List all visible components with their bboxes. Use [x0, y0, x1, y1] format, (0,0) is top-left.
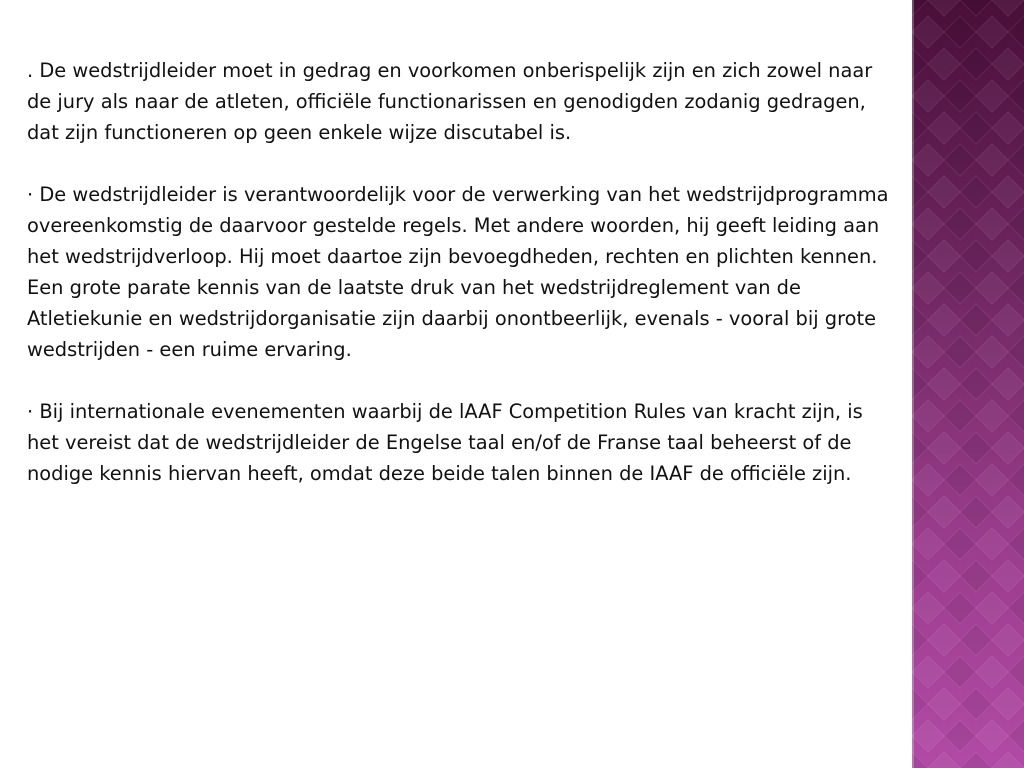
band-diamond	[1008, 656, 1024, 688]
band-diamond	[912, 688, 928, 720]
band-diamond	[944, 464, 976, 496]
band-diamond	[944, 720, 976, 752]
band-diamond	[944, 272, 976, 304]
band-diamond	[912, 48, 928, 80]
band-diamond	[912, 592, 944, 624]
band-diamond	[928, 688, 960, 720]
band-diamond	[912, 272, 944, 304]
band-diamond	[976, 336, 1008, 368]
band-diamond	[1008, 464, 1024, 496]
band-diamond	[928, 432, 960, 464]
band-diamond	[912, 400, 944, 432]
band-diamond	[1008, 720, 1024, 752]
decorative-side-band	[912, 0, 1024, 768]
band-diamond	[992, 176, 1024, 208]
band-diamond	[928, 0, 960, 16]
band-diamond	[992, 240, 1024, 272]
band-diamond	[912, 336, 944, 368]
band-diamond	[960, 112, 992, 144]
band-diamond	[928, 624, 960, 656]
band-diamond	[1008, 272, 1024, 304]
band-diamond	[960, 176, 992, 208]
band-diamond	[912, 624, 928, 656]
band-diamond	[912, 208, 944, 240]
band-diamond	[912, 752, 928, 768]
band-diamond	[992, 0, 1024, 16]
band-diamond	[960, 496, 992, 528]
band-diamond	[912, 80, 944, 112]
band-diamond	[976, 464, 1008, 496]
band-diamond	[912, 560, 928, 592]
band-diamond	[928, 560, 960, 592]
band-diamond	[912, 0, 928, 16]
band-diamond	[992, 624, 1024, 656]
band-diamond	[992, 688, 1024, 720]
band-diamond	[976, 592, 1008, 624]
band-diamond	[976, 400, 1008, 432]
band-diamond	[960, 48, 992, 80]
band-diamond	[944, 336, 976, 368]
band-diamond	[960, 688, 992, 720]
band-diamond	[928, 752, 960, 768]
diamond-pattern	[912, 0, 1024, 768]
band-diamond	[928, 112, 960, 144]
band-diamond	[976, 144, 1008, 176]
band-diamond	[976, 528, 1008, 560]
band-diamond	[1008, 592, 1024, 624]
band-diamond	[928, 240, 960, 272]
band-diamond	[912, 304, 928, 336]
paragraph-1: . De wedstrijdleider moet in gedrag en voorkomen onberispelijk zijn en zich zowel naar de jury als naar de atleten, officiële functionarissen en genodigden zodanig gedragen, dat zijn functioneren op geen enkele wijze discutabel is.	[27, 59, 873, 144]
band-diamond	[960, 432, 992, 464]
band-diamond	[992, 48, 1024, 80]
band-diamond	[944, 208, 976, 240]
band-diamond	[1008, 528, 1024, 560]
band-diamond	[992, 752, 1024, 768]
band-diamond	[976, 208, 1008, 240]
band-diamond	[992, 112, 1024, 144]
band-diamond	[912, 368, 928, 400]
band-diamond	[912, 656, 944, 688]
band-diamond	[1008, 144, 1024, 176]
band-diamond	[912, 112, 928, 144]
band-diamond	[912, 720, 944, 752]
band-diamond	[912, 496, 928, 528]
band-diamond	[960, 752, 992, 768]
band-diamond	[960, 0, 992, 16]
band-diamond	[976, 720, 1008, 752]
band-diamond	[976, 272, 1008, 304]
band-diamond	[976, 16, 1008, 48]
band-diamond	[992, 368, 1024, 400]
band-diamond	[960, 624, 992, 656]
band-diamond	[928, 368, 960, 400]
band-diamond	[944, 144, 976, 176]
band-diamond	[976, 80, 1008, 112]
band-diamond	[992, 304, 1024, 336]
band-diamond	[976, 656, 1008, 688]
band-diamond	[1008, 400, 1024, 432]
band-diamond	[912, 176, 928, 208]
slide-body-text	[27, 55, 895, 520]
band-diamond	[912, 16, 944, 48]
band-diamond	[912, 432, 928, 464]
band-diamond	[992, 432, 1024, 464]
band-diamond	[960, 240, 992, 272]
band-diamond	[944, 80, 976, 112]
band-diamond	[992, 496, 1024, 528]
band-diamond	[960, 304, 992, 336]
band-diamond	[1008, 16, 1024, 48]
paragraph-2: · De wedstrijdleider is verantwoordelijk voor de verwerking van het wedstrijdprogramma overeenkomstig de daarvoor gestelde regels. Met andere woorden, hij geeft leiding aan het wedstrijdverloop. Hij moet daartoe zijn bevoegdheden, rechten en plichten kennen. Een grote parate kennis van de laatste druk van het wedstrijdreglement van de Atletiekunie en wedstrijdorganisatie zijn daarbij onontbeerlijk, evenals - vooral bij grote wedstrijden - een ruime ervaring.	[27, 183, 889, 361]
band-diamond	[928, 496, 960, 528]
paragraph-3: · Bij internationale evenementen waarbij de lAAF Competition Rules van kracht zijn, is het vereist dat de wedstrijdleider de Engelse taal en/of de Franse taal beheerst of de nodige kennis hiervan heeft, omdat deze beide talen binnen de IAAF de officiële zijn.	[27, 400, 863, 485]
band-diamond	[912, 528, 944, 560]
band-diamond	[960, 368, 992, 400]
band-diamond	[944, 400, 976, 432]
band-diamond	[1008, 336, 1024, 368]
band-diamond	[944, 16, 976, 48]
band-diamond	[992, 560, 1024, 592]
band-edge-divider	[912, 0, 914, 768]
band-diamond	[944, 592, 976, 624]
band-diamond	[928, 176, 960, 208]
band-diamond	[928, 304, 960, 336]
band-diamond	[1008, 80, 1024, 112]
band-diamond	[944, 656, 976, 688]
band-diamond	[928, 48, 960, 80]
band-diamond	[912, 144, 944, 176]
band-diamond	[960, 560, 992, 592]
band-diamond	[944, 528, 976, 560]
band-diamond	[1008, 208, 1024, 240]
band-diamond	[912, 464, 944, 496]
band-diamond	[912, 240, 928, 272]
